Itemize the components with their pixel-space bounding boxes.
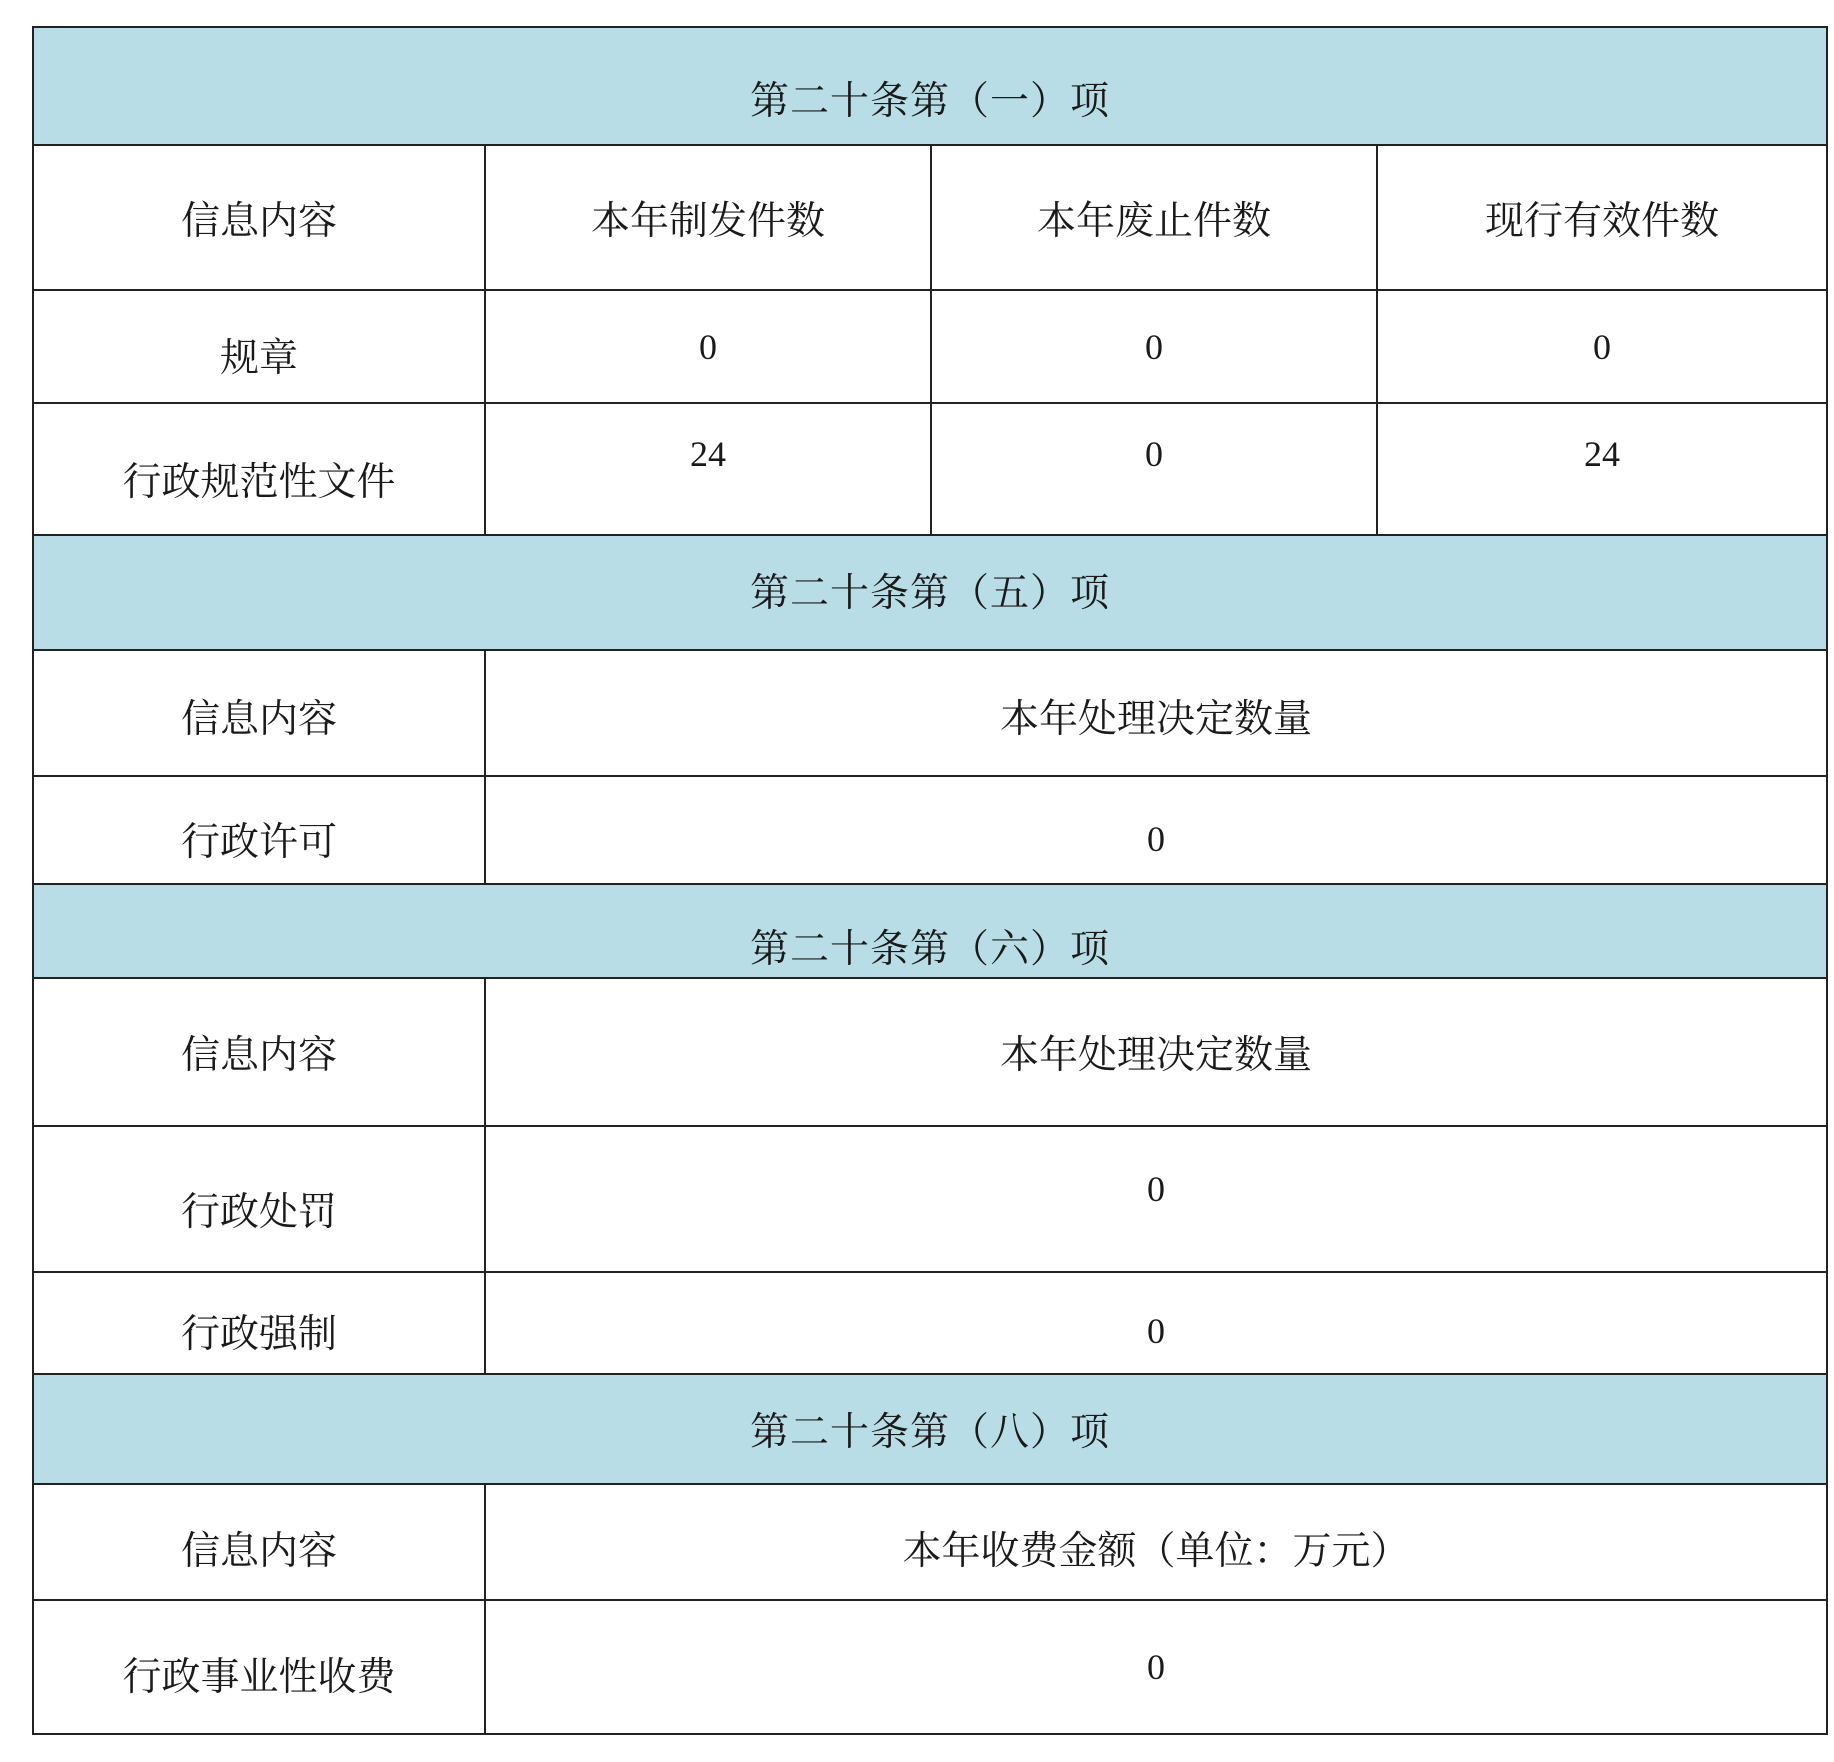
value-decision-count: 0	[1147, 1311, 1165, 1351]
value-effective: 24	[1584, 434, 1620, 474]
section-1-header	[34, 28, 1826, 146]
section-1-title: 第二十条第（一）项	[749, 80, 1110, 123]
column-header-issued-count: 本年制发件数	[486, 146, 932, 289]
section-4-title: 第二十条第（八）项	[749, 1411, 1110, 1454]
table-row	[34, 1127, 1826, 1273]
column-header-info-content: 信息内容	[34, 1485, 486, 1599]
value-decision-count: 0	[1147, 819, 1165, 859]
column-header-abolished-count: 本年废止件数	[932, 146, 1378, 289]
table-row	[34, 1601, 1826, 1733]
section-2-title: 第二十条第（五）项	[749, 571, 1110, 615]
value-fee-amount: 0	[1147, 1647, 1165, 1687]
table-row	[34, 404, 1826, 536]
value-abolished: 0	[932, 291, 1378, 402]
column-header-info-content: 信息内容	[34, 979, 486, 1125]
section-2-column-header-row	[34, 651, 1826, 777]
column-header-info-content: 信息内容	[34, 651, 486, 775]
value-abolished: 0	[932, 404, 1378, 534]
section-2-header	[34, 536, 1826, 651]
table-row	[34, 777, 1826, 885]
section-3-title: 第二十条第（六）项	[749, 928, 1110, 971]
disclosure-table	[32, 26, 1828, 1735]
section-3-column-header-row	[34, 979, 1826, 1127]
section-4-column-header-row	[34, 1485, 1826, 1601]
row-label-administrative-license: 行政许可	[34, 777, 486, 883]
value-issued: 0	[486, 291, 932, 402]
section-1-column-header-row	[34, 146, 1826, 291]
column-header-effective-count: 现行有效件数	[1484, 199, 1719, 243]
row-label-regulations: 规章	[34, 291, 486, 402]
value-decision-count: 0	[1147, 1169, 1165, 1209]
row-label-administrative-penalty: 行政处罚	[34, 1127, 486, 1271]
value-effective: 0	[1593, 326, 1611, 367]
section-4-header	[34, 1375, 1826, 1485]
row-label-normative-documents: 行政规范性文件	[34, 404, 486, 534]
column-header-decision-count: 本年处理决定数量	[999, 698, 1312, 741]
row-label-administrative-fees: 行政事业性收费	[34, 1601, 486, 1733]
column-header-decision-count: 本年处理决定数量	[999, 1034, 1312, 1077]
section-3-header	[34, 885, 1826, 979]
table-row	[34, 1273, 1826, 1375]
column-header-info-content: 信息内容	[34, 146, 486, 289]
value-issued: 24	[486, 404, 932, 534]
row-label-administrative-enforcement: 行政强制	[34, 1273, 486, 1373]
column-header-fee-amount: 本年收费金额（单位：万元）	[902, 1530, 1410, 1573]
table-row	[34, 291, 1826, 404]
